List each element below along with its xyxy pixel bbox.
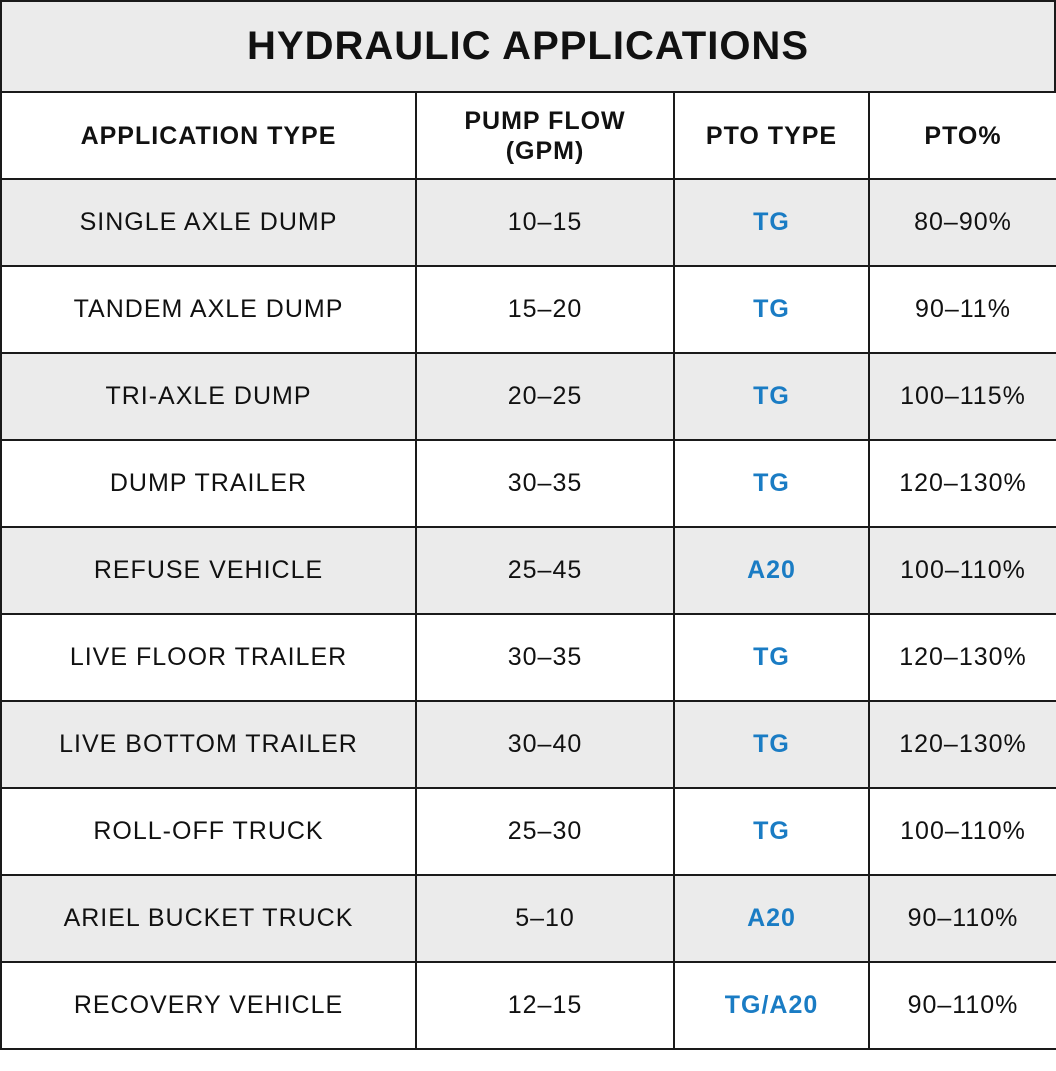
cell-pto-type: TG [674,266,869,353]
cell-application-type: SINGLE AXLE DUMP [1,179,416,266]
cell-application-type: DUMP TRAILER [1,440,416,527]
header-pto-type: PTO TYPE [674,92,869,179]
cell-pump-flow: 30–35 [416,614,674,701]
cell-pump-flow: 30–40 [416,701,674,788]
table-row [1,788,1056,875]
cell-application-type: LIVE BOTTOM TRAILER [1,701,416,788]
header-pump-flow-line1: PUMP FLOW [464,106,626,135]
cell-application-type: LIVE FLOOR TRAILER [1,614,416,701]
cell-pump-flow: 10–15 [416,179,674,266]
table-row [1,179,1056,266]
table-title: HYDRAULIC APPLICATIONS [0,0,1056,91]
cell-pto-type: TG [674,353,869,440]
applications-grid [0,91,1056,1050]
cell-application-type: RECOVERY VEHICLE [1,962,416,1049]
cell-pump-flow: 5–10 [416,875,674,962]
header-pump-flow-line2: (GPM) [505,136,585,165]
cell-pto-percent: 90–110% [869,875,1056,962]
header-row [1,92,1056,179]
table-row [1,440,1056,527]
cell-pto-type: TG [674,440,869,527]
table-row [1,353,1056,440]
table-row [1,266,1056,353]
cell-pto-percent: 100–115% [869,353,1056,440]
cell-pump-flow: 20–25 [416,353,674,440]
cell-pto-percent: 120–130% [869,440,1056,527]
cell-pto-type: TG [674,614,869,701]
cell-application-type: ARIEL BUCKET TRUCK [1,875,416,962]
cell-pto-percent: 100–110% [869,527,1056,614]
cell-pto-percent: 100–110% [869,788,1056,875]
cell-pto-percent: 120–130% [869,701,1056,788]
cell-pto-percent: 120–130% [869,614,1056,701]
cell-pump-flow: 25–45 [416,527,674,614]
cell-application-type: TRI-AXLE DUMP [1,353,416,440]
cell-application-type: ROLL-OFF TRUCK [1,788,416,875]
cell-pump-flow: 15–20 [416,266,674,353]
table-row [1,875,1056,962]
header-pump-flow [416,92,674,179]
cell-pto-type: TG [674,701,869,788]
cell-pto-type: TG/A20 [674,962,869,1049]
cell-pto-type: A20 [674,875,869,962]
cell-pto-percent: 90–11% [869,266,1056,353]
cell-pto-type: TG [674,179,869,266]
table-body [1,179,1056,1049]
table-row [1,614,1056,701]
header-pto-percent: PTO% [869,92,1056,179]
table-row [1,962,1056,1049]
cell-pto-percent: 80–90% [869,179,1056,266]
cell-pump-flow: 30–35 [416,440,674,527]
table-row [1,701,1056,788]
header-application-type: APPLICATION TYPE [1,92,416,179]
cell-pto-type: TG [674,788,869,875]
cell-application-type: TANDEM AXLE DUMP [1,266,416,353]
cell-application-type: REFUSE VEHICLE [1,527,416,614]
cell-pump-flow: 12–15 [416,962,674,1049]
cell-pto-percent: 90–110% [869,962,1056,1049]
cell-pto-type: A20 [674,527,869,614]
cell-pump-flow: 25–30 [416,788,674,875]
table-row [1,527,1056,614]
